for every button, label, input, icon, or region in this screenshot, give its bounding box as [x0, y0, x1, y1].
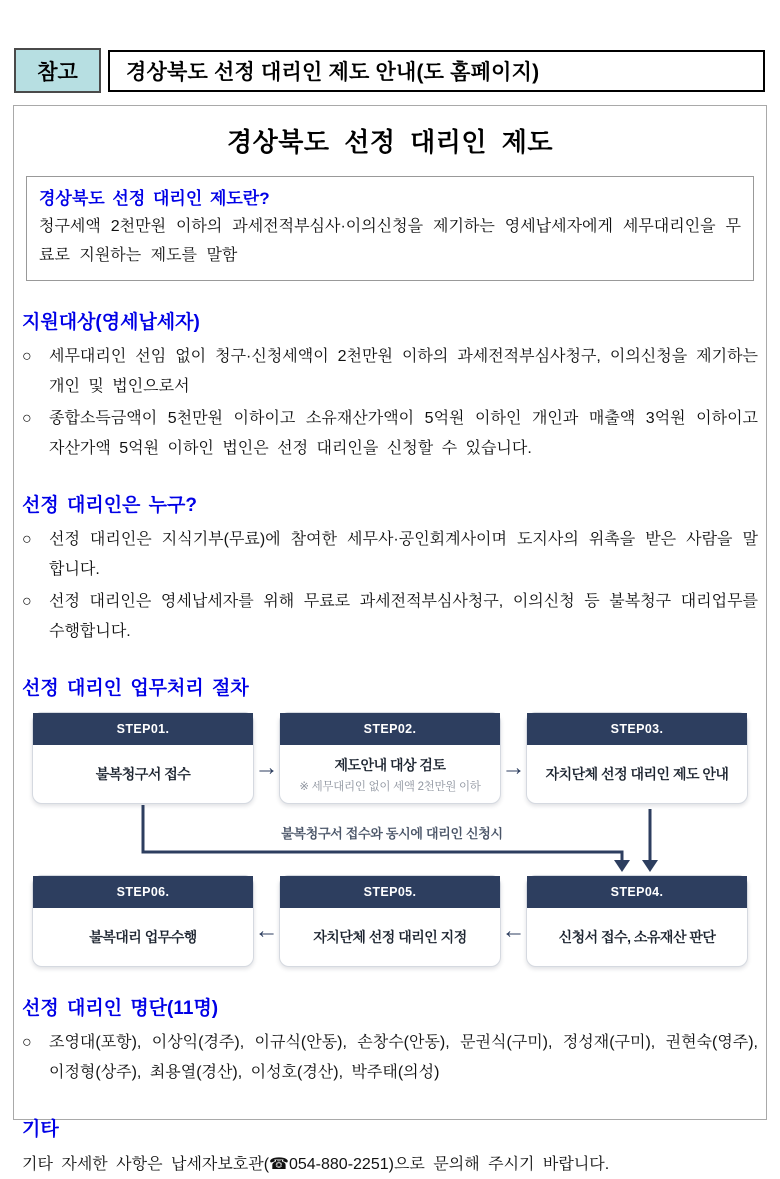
- flow-step-02-note: ※ 세무대리인 없이 세액 2천만원 이하: [299, 780, 481, 793]
- document-header-titlebox: [108, 50, 765, 92]
- flow-step-05-header: STEP05.: [280, 876, 500, 908]
- list-item: [22, 404, 758, 464]
- flow-step-02-header: STEP02.: [280, 713, 500, 745]
- reference-badge: [14, 48, 101, 93]
- flow-step-02-label: 제도안내 대상 검토: [334, 756, 446, 773]
- intro-definition-box: [26, 176, 754, 281]
- reference-badge-label: 참고: [37, 60, 78, 84]
- roster-list: [22, 1028, 758, 1088]
- list-item: [22, 525, 758, 585]
- section-heading-roster: 선정 대리인 명단(11명): [22, 998, 219, 1019]
- document-header-title: 경상북도 선정 대리인 제도 안내(도 홈페이지): [126, 61, 540, 84]
- list-item-text: 선정 대리인은 지식기부(무료)에 참여한 세무사·공인회계사이며 도지사의 위촉을 받은 사람을 말합니다.: [49, 531, 758, 578]
- flow-step-06-header: STEP06.: [33, 876, 253, 908]
- flow-step-01-label: 불복청구서 접수: [95, 766, 191, 782]
- arrow-right-icon: →: [501, 754, 526, 781]
- circle-bullet-icon: ○: [22, 1034, 32, 1051]
- process-flowchart: [32, 712, 748, 967]
- list-item: [22, 587, 758, 647]
- list-item-text: 선정 대리인은 영세납세자를 위해 무료로 과세전적부심사청구, 이의신청 등 불복청구 대리업무를 수행합니다.: [49, 593, 758, 640]
- flow-step-03-label: 자치단체 선정 대리인 제도 안내: [545, 766, 729, 782]
- flow-step-06-label: 불복대리 업무수행: [89, 929, 197, 945]
- section-heading-who-is-agent: 선정 대리인은 누구?: [22, 495, 197, 516]
- section-heading-process: 선정 대리인 업무처리 절차: [22, 678, 249, 699]
- flow-step-04-label: 신청서 접수, 소유재산 판단: [558, 929, 716, 945]
- circle-bullet-icon: ○: [22, 410, 32, 427]
- circle-bullet-icon: ○: [22, 593, 32, 610]
- flow-step-04-header: STEP04.: [527, 876, 747, 908]
- flow-connector-label: 불복청구서 접수와 동시에 대리인 신청시: [281, 826, 503, 841]
- support-target-list: [22, 342, 758, 464]
- section-heading-support-target: 지원대상(영세납세자): [22, 312, 200, 333]
- arrow-right-icon: →: [254, 754, 279, 781]
- list-item: [22, 342, 758, 402]
- circle-bullet-icon: ○: [22, 348, 32, 365]
- flow-connector-arrows: [32, 712, 748, 967]
- arrow-left-icon: ←: [254, 917, 279, 944]
- list-item-text: 세무대리인 선임 없이 청구·신청세액이 2천만원 이하의 과세전적부심사청구, 이의신청을 제기하는 개인 및 법인으로서: [49, 348, 758, 395]
- flow-step-03-header: STEP03.: [527, 713, 747, 745]
- etc-contact-text: 기타 자세한 사항은 납세자보호관(☎054-880-2251)으로 문의해 주시기 바랍니다.: [22, 1156, 610, 1173]
- document-body: [13, 105, 767, 1173]
- flow-step-05-label: 자치단체 선정 대리인 지정: [313, 929, 467, 945]
- list-item: [22, 1028, 758, 1088]
- page-title: 경상북도 선정 대리인 제도: [227, 127, 553, 157]
- roster-names-text: 조영대(포항), 이상익(경주), 이규식(안동), 손창수(안동), 문권식(구미), 정성재(구미), 권현숙(영주), 이정형(상주), 최용열(경산), 이성호(경산), 박주태(의성): [49, 1034, 758, 1081]
- arrow-left-icon: ←: [501, 917, 526, 944]
- section-heading-etc: 기타: [22, 1119, 59, 1140]
- circle-bullet-icon: ○: [22, 531, 32, 548]
- list-item-text: 종합소득금액이 5천만원 이하이고 소유재산가액이 5억원 이하인 개인과 매출액 3억원 이하이고 자산가액 5억원 이하인 법인은 선정 대리인을 신청할 수 있습니다.: [49, 410, 758, 457]
- intro-heading: 경상북도 선정 대리인 제도란?: [39, 189, 270, 208]
- who-is-agent-list: [22, 525, 758, 647]
- intro-body-text: 청구세액 2천만원 이하의 과세전적부심사·이의신청을 제기하는 영세납세자에게 세무대리인을 무료로 지원하는 제도를 말함: [39, 218, 741, 264]
- flow-step-01-header: STEP01.: [33, 713, 253, 745]
